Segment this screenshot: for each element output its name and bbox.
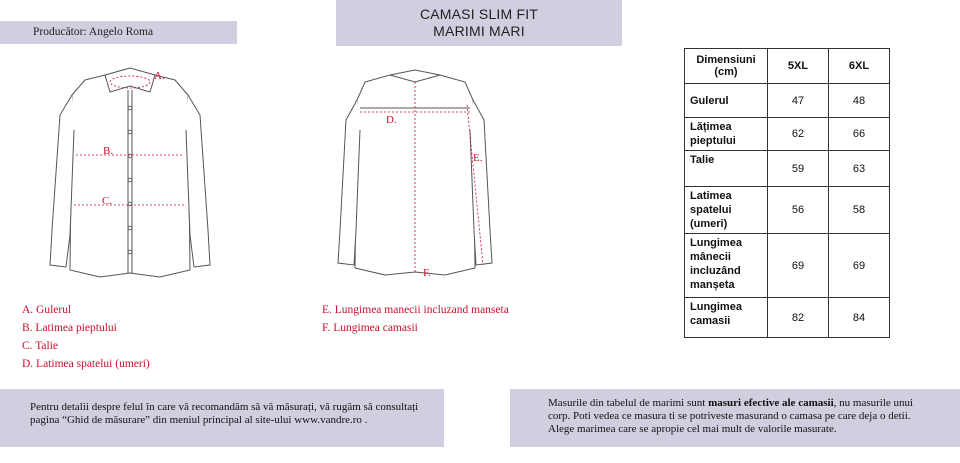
row-label: Gulerul (685, 84, 768, 118)
note-right-line-2: corp. Poti vedea ce masura ti se potriveste masurand o camasa pe care deja o detii. (548, 410, 911, 422)
table-row (685, 151, 890, 187)
row-value-5xl: 56 (768, 187, 829, 234)
row-label: Lungimea camasii (685, 298, 768, 338)
shirt-back-illustration (330, 60, 500, 285)
note-right-pre: Masurile din tabelul de marimi sunt (548, 397, 709, 409)
legend-item-d: D. Latimea spatelui (umeri) (22, 358, 150, 370)
note-left-line-1: Pentru detalii despre felul în care vă recomandăm să vă măsurați, vă rugăm să consultați (30, 401, 419, 413)
legend-item-b: B. Latimea pieptului (22, 322, 117, 334)
row-value-6xl: 48 (829, 84, 890, 118)
row-value-6xl: 66 (829, 118, 890, 151)
label-c: C. (102, 195, 113, 207)
row-label: Talie (685, 151, 768, 187)
row-label: Latimea spatelui (umeri) (685, 187, 768, 234)
table-row (685, 187, 890, 234)
note-right-bold: masuri efective ale camasii (708, 397, 834, 409)
size-advice-note (510, 389, 960, 447)
table-header-dim: Dimensiuni (cm) (685, 49, 768, 84)
row-value-6xl: 63 (829, 151, 890, 187)
row-value-5xl: 82 (768, 298, 829, 338)
row-value-6xl: 84 (829, 298, 890, 338)
table-row (685, 234, 890, 298)
row-value-5xl: 59 (768, 151, 829, 187)
row-value-6xl: 69 (829, 234, 890, 298)
table-header-5xl: 5XL (768, 49, 829, 84)
size-table (684, 48, 890, 338)
table-header-row (685, 49, 890, 84)
measuring-guide-note (0, 389, 444, 447)
shirt-front-illustration (40, 60, 220, 285)
note-left-line-2: pagina “Ghid de măsurare” din meniul principal al site-ului www.vandre.ro . (30, 414, 368, 426)
label-d: D. (386, 114, 397, 126)
label-f: F. (423, 267, 431, 279)
row-label: Lățimea pieptului (685, 118, 768, 151)
legend-item-a: A. Gulerul (22, 304, 72, 316)
legend-left (22, 301, 150, 373)
title-line-1: CAMASI SLIM FIT (419, 6, 539, 22)
label-e: E. (473, 152, 483, 164)
note-right-line-3: Alege marimea care se apropie cel mai mult de valorile masurate. (548, 423, 837, 435)
legend-right (322, 301, 509, 337)
legend-item-c: C. Talie (22, 340, 59, 352)
label-a: A. (154, 70, 165, 82)
legend-item-f: F. Lungimea camasii (322, 322, 418, 334)
row-label: Lungimea mânecii incluzând manșeta (685, 234, 768, 298)
producer-label: Producător: Angelo Roma (0, 21, 237, 44)
legend-item-e: E. Lungimea manecii incluzand manseta (322, 304, 509, 316)
label-b: B. (103, 145, 114, 157)
row-value-5xl: 47 (768, 84, 829, 118)
title-line-2: MARIMI MARI (433, 23, 525, 39)
row-value-5xl: 62 (768, 118, 829, 151)
table-row (685, 118, 890, 151)
table-header-6xl: 6XL (829, 49, 890, 84)
row-value-6xl: 58 (829, 187, 890, 234)
note-right-line-1 (548, 397, 950, 410)
note-right-post: , nu masurile unui (833, 397, 914, 409)
row-value-5xl: 69 (768, 234, 829, 298)
table-row (685, 84, 890, 118)
table-row (685, 298, 890, 338)
page-title (336, 0, 622, 46)
